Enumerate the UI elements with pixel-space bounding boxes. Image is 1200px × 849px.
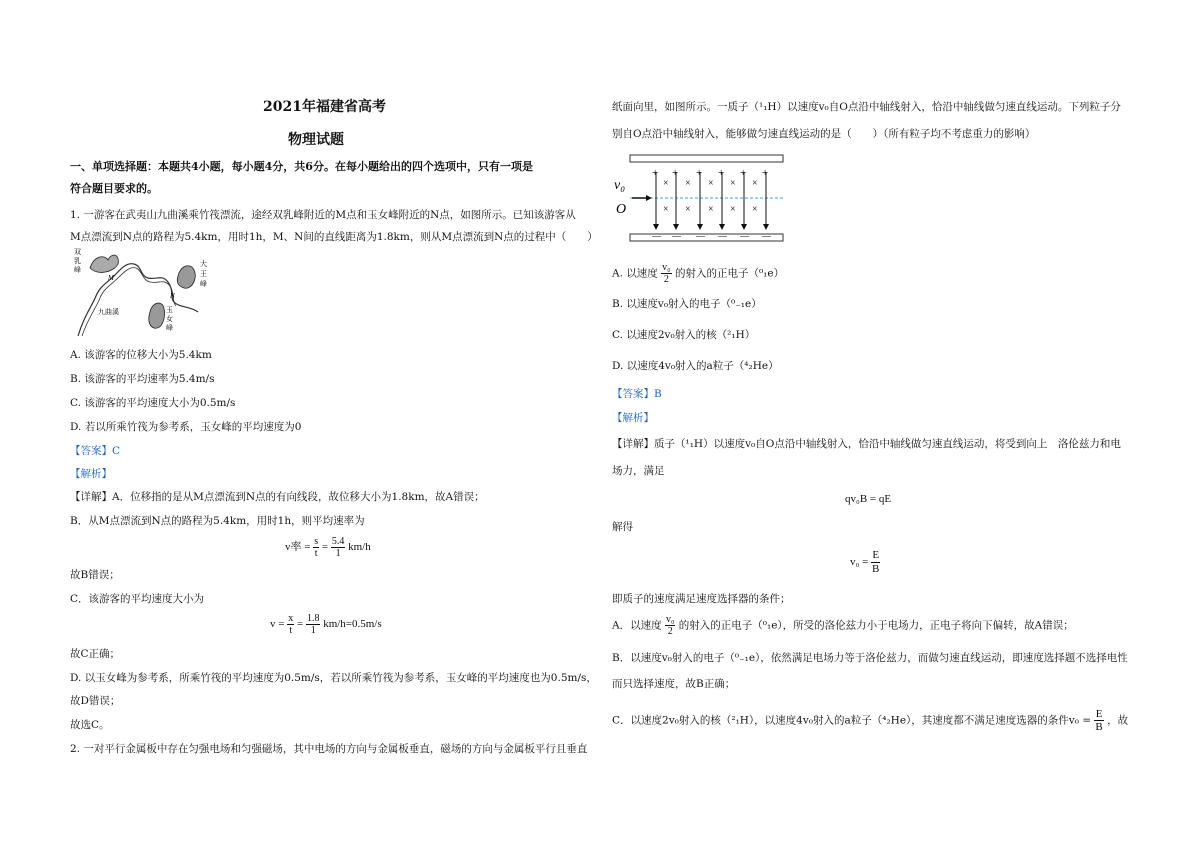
label-v0: v₀: [614, 178, 626, 193]
q1-map-figure: [70, 246, 220, 341]
q1-analysis-label: 【解析】: [70, 468, 112, 480]
q1-option-d: D. 若以所乘竹筏为参考系，玉女峰的平均速度为0: [70, 421, 302, 433]
plus-sign: +: [652, 167, 659, 179]
q1-detail-c: C．该游客的平均速度大小为: [70, 593, 205, 605]
q2-stem-line2: 纸面向里，如图所示。一质子（¹₁H）以速度v₀自O点沿中轴线射入，恰沿中轴线做匀速直线运动。下列粒子分: [612, 101, 1121, 113]
minus-sign: —: [652, 231, 661, 241]
magnetic-field-cross: ×: [663, 178, 669, 189]
q2-equation-1: qv₀B = qE: [845, 493, 892, 505]
plus-sign: +: [696, 167, 703, 179]
q2-analysis-label: 【解析】: [612, 412, 654, 424]
section-heading-cont: 符合题目要求的。: [70, 182, 158, 195]
dawang-peak-shape: [177, 266, 195, 288]
minus-sign: —: [718, 231, 727, 241]
q2-stem-line1: 2. 一对平行金属板中存在匀强电场和匀强磁场，其中电场的方向与金属板垂直，磁场的方向与金属板平行且垂直: [70, 743, 588, 755]
q1-detail-d: D. 以玉女峰为参考系，所乘竹筏的平均速度为0.5m/s，若以所乘竹筏为参考系，玉女峰的平均速度也为0.5m/s，: [70, 672, 597, 684]
label-feng3: 峰: [166, 324, 173, 332]
q1-stem-line1: 1. 一游客在武夷山九曲溪乘竹筏漂流，途经双乳峰附近的M点和玉女峰附近的N点，如图所示。已知该游客从: [70, 209, 576, 221]
magnetic-field-cross: ×: [730, 178, 736, 189]
f1-frac-st: $\frac{s}{t}$: [314, 535, 319, 559]
field-arrow-head: [763, 224, 769, 230]
q2-option-c: C. 以速度2v₀射入的核（²₁H）: [612, 329, 756, 341]
q2-selector-diagram: [612, 150, 792, 246]
label-ru: 乳: [74, 257, 81, 265]
minus-sign: —: [762, 231, 771, 241]
page-subtitle: 物理试题: [288, 132, 344, 148]
label-nv: 女: [166, 315, 173, 323]
section-heading: 一、单项选择题：本题共4小题，每小题4分，共6分。在每小题给出的四个选项中，只有一项是: [70, 160, 533, 173]
field-arrow-head: [719, 224, 725, 230]
q1-option-c: C. 该游客的平均速度大小为0.5m/s: [70, 397, 236, 409]
q1-formula-velocity: v = $\frac{x}{t}$ = $\frac{1.8}{1}$ km/h=0.5m/s: [270, 612, 382, 636]
plus-sign: +: [672, 167, 679, 179]
magnetic-field-cross: ×: [685, 204, 691, 215]
q2-option-a: A. 以速度 $\frac{\text{v₀}}{2}$ 的射入的正电子（⁰₁e）: [612, 262, 785, 285]
q1-detail-b: B．从M点漂流到N点的路程为5.4km，用时1h，则平均速率为: [70, 515, 365, 527]
field-arrow-head: [697, 224, 703, 230]
q2-detail-1: 【详解】质子（¹₁H）以速度v₀自O点沿中轴线射入，恰沿中轴线做匀速直线运动，将受到向上 洛伦兹力和电: [612, 438, 1121, 450]
q2-detail-c: C．以速度2v₀射入的核（²₁H），以速度4v₀射入的a粒子（⁴₂He），其速度都不满足速度选器的条件v₀ = $\frac{E}{B}$ ，故: [612, 708, 1129, 733]
q1-conclusion: 故选C。: [70, 719, 110, 731]
label-o: O: [616, 202, 627, 217]
plus-sign: +: [762, 167, 769, 179]
label-shuang: 双: [74, 248, 81, 256]
label-yu: 玉: [166, 306, 173, 314]
label-wang: 王: [200, 270, 207, 278]
q2-detail-a: A．以速度 $\frac{\text{v₀}}{2}$ 的射入的正电子（⁰₁e），所受的洛伦兹力小于电场力，正电子将向下偏转，故A错误；: [612, 614, 1074, 637]
magnetic-field-cross: ×: [752, 204, 758, 215]
label-n: N: [170, 292, 175, 300]
label-m: M: [108, 274, 114, 282]
q2-answer: 【答案】B: [612, 388, 662, 400]
magnetic-field-cross: ×: [685, 178, 691, 189]
magnetic-field-cross: ×: [708, 204, 714, 215]
q2-detail-2: 场力，满足: [612, 465, 665, 477]
page-title: 2021年福建省高考: [263, 99, 386, 115]
q1-formula-rate: v率 = $\frac{s}{t}$ = $\frac{5.4}{1}$ km/h: [285, 535, 371, 559]
q1-answer: 【答案】C: [70, 445, 121, 457]
magnetic-field-cross: ×: [730, 204, 736, 215]
q1-option-a: A. 该游客的位移大小为5.4km: [70, 349, 212, 361]
plus-sign: +: [718, 167, 725, 179]
q2-equation-2: v₀ = $\frac{E}{B}$: [850, 548, 880, 575]
q1-option-b: B. 该游客的平均速率为5.4m/s: [70, 373, 215, 385]
q1-detail-d-result: 故D错误；: [70, 695, 121, 707]
q2-detail-3: 解得: [612, 521, 633, 533]
q2-detail-b: B．以速度v₀射入的电子（⁰₋₁e），依然满足电场力等于洛伦兹力，而做匀速直线运动，即速度选择题不选择电性: [612, 652, 1128, 664]
field-arrow-head: [741, 224, 747, 230]
q2-option-d: D. 以速度4v₀射入的a粒子（⁴₂He）: [612, 360, 779, 372]
plus-sign: +: [740, 167, 747, 179]
q2-detail-4: 即质子的速度满足速度选择器的条件；: [612, 593, 791, 605]
magnetic-field-cross: ×: [708, 178, 714, 189]
q2-detail-b-cont: 而只选择速度，故B正确；: [612, 678, 736, 690]
minus-sign: —: [672, 231, 681, 241]
entry-arrow-head: [646, 195, 652, 201]
label-da: 大: [200, 260, 207, 268]
field-lines: [651, 167, 772, 241]
q1-stem-line2: M点漂流到N点的路程为5.4km，用时1h，M、N间的直线距离为1.8km，则从M点漂流到N点的过程中（ ）: [70, 231, 598, 243]
magnetic-field-cross: ×: [663, 204, 669, 215]
q2-option-b: B. 以速度v₀射入的电子（⁰₋₁e）: [612, 298, 762, 310]
label-feng2: 峰: [200, 280, 207, 288]
field-arrow-head: [653, 224, 659, 230]
f1-lhs: v率 =: [285, 541, 311, 553]
label-jiuqu: 九曲溪: [98, 308, 119, 316]
magnetic-field-cross: ×: [752, 178, 758, 189]
top-plate: [630, 155, 783, 162]
q1-detail-c-result: 故C正确；: [70, 648, 121, 660]
q2-stem-line3: 别自O点沿中轴线射入，能够做匀速直线运动的是（ ）（所有粒子均不考虑重力的影响）: [612, 128, 1036, 140]
field-arrow-head: [673, 224, 679, 230]
minus-sign: —: [696, 231, 705, 241]
f1-frac-value: $\frac{5.4}{1}$: [331, 535, 345, 559]
q1-detail-b-result: 故B错误；: [70, 569, 120, 581]
minus-sign: —: [740, 231, 749, 241]
q1-detail-a: 【详解】A．位移指的是从M点漂流到N点的有向线段，故位移大小为1.8km，故A错误；: [70, 491, 485, 503]
yunv-peak-shape: [149, 303, 165, 328]
label-feng1: 峰: [74, 266, 81, 274]
shuangru-peak-shape: [90, 255, 118, 272]
